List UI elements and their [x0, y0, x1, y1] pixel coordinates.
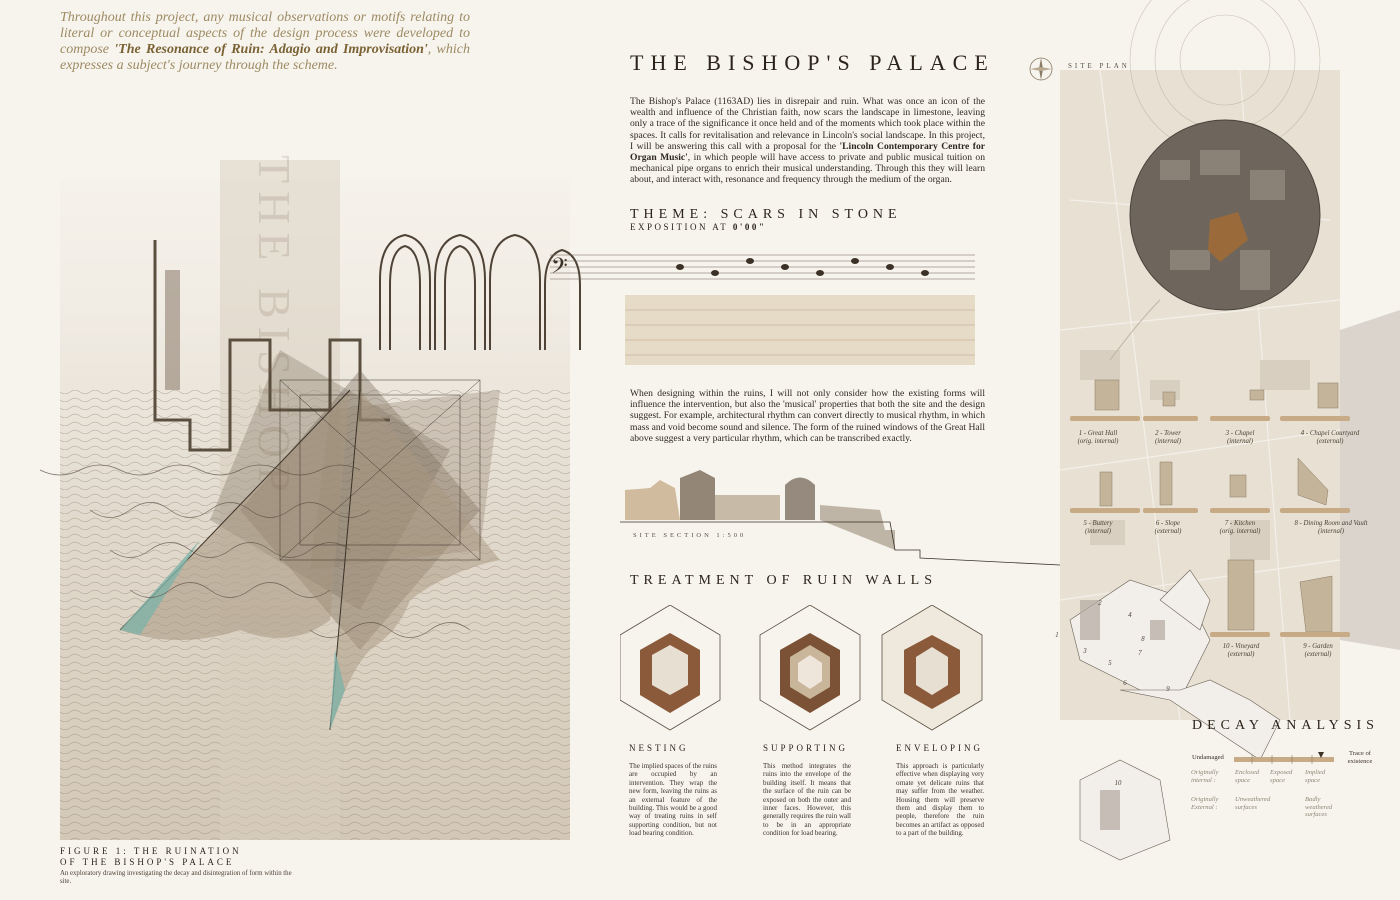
- music-stave: [545, 245, 975, 375]
- space-label-4: [1280, 430, 1380, 445]
- figure-1-title-line2: OF THE BISHOP'S PALACE: [60, 857, 235, 867]
- space-1-sub: (orig. internal): [1077, 437, 1119, 445]
- figure-1-caption: An exploratory drawing investigating the decay and disintegration of form within the site.: [60, 870, 292, 885]
- enveloping-diagram: [882, 605, 982, 730]
- space-3-name: 3 - Chapel: [1225, 430, 1255, 437]
- space-4-sub: (external): [1316, 437, 1344, 445]
- watermark-text: THE BISHOP: [249, 155, 300, 500]
- treatment-title: TREATMENT OF RUIN WALLS: [630, 573, 937, 588]
- ruin-number-4: 4: [1128, 612, 1132, 619]
- intro-part1: Throughout this project, any musical observations or motifs relating to literal or conceptual aspects of the design process were developed to compose: [60, 10, 470, 57]
- site-plan-title: SITE PLAN: [1068, 62, 1130, 70]
- intro-text: [60, 10, 470, 74]
- ruin-number-5: 5: [1108, 660, 1112, 667]
- space-label-6: [1128, 520, 1208, 535]
- exposition-text: EXPOSITION AT: [630, 222, 729, 232]
- paragraph1-after: , in which people will have access to private and public musical tuition on mechanical pipe organs to enrich their musical understanding. Through this they will learn about, and interact with, resonance and frequency through the medium of the organ.: [630, 152, 985, 186]
- method-supporting-title: SUPPORTING: [763, 743, 848, 753]
- decay-title: DECAY ANALYSIS: [1192, 718, 1379, 733]
- space-6-name: 6 - Slope: [1155, 520, 1181, 527]
- exposition-label: [630, 222, 766, 232]
- space-4-name: 4 - Chapel Courtyard: [1300, 430, 1360, 437]
- intro-part2: , which expresses a subject's journey through the scheme.: [60, 42, 470, 73]
- treatment-diagrams: [620, 605, 1000, 740]
- space-10-sub: (external): [1227, 650, 1255, 658]
- ruin-number-8: 8: [1141, 636, 1145, 643]
- ruin-number-9: 9: [1166, 686, 1170, 693]
- centre-name: 'Lincoln Contemporary Centre for Organ Music': [630, 140, 985, 164]
- space-2-name: 2 - Tower: [1155, 430, 1181, 437]
- theme-title: THEME: SCARS IN STONE: [630, 207, 902, 222]
- space-label-7: [1200, 520, 1280, 535]
- design-paragraph: When designing within the ruins, I will not only consider how the existing forms will influence the intervention, but also the 'musical' properties that both the site and the design suggest. For example, architectural rhythm can convert directly to musical rhythm, in which mass and void become sound and silence. The form of the ruined windows of the Great Hall above suggest a very particular rhythm, which can be transcribed exactly.: [630, 388, 985, 444]
- space-1-name: 1 - Great Hall: [1078, 430, 1118, 437]
- space-7-name: 7 - Kitchen: [1224, 520, 1256, 527]
- space-8-sub: (internal): [1317, 527, 1345, 535]
- space-7-sub: (orig. internal): [1219, 527, 1261, 535]
- exposition-time: 0'00": [732, 222, 767, 232]
- space-label-2: [1128, 430, 1208, 445]
- ruin-number-7: 7: [1138, 650, 1142, 657]
- paragraph1-before: The Bishop's Palace (1163AD) lies in disrepair and ruin. What was once an icon of the wealth and influence of the Christian faith, now scars the landscape in limestone, leaving only a trace of the significance it once held and of the moments which took place within the spaces. It calls for revitalisation and relevance in Lincoln's social landscape. In this project, I will be answering this call with a proposal for the: [630, 96, 985, 152]
- space-9-sub: (external): [1304, 650, 1332, 658]
- intro-paragraph: [630, 96, 985, 186]
- legend-orig-external: Originally External :: [1191, 796, 1219, 811]
- legend-weathered: Badly weathered surfaces: [1305, 796, 1333, 819]
- legend-enclosed: Enclosed space: [1235, 769, 1260, 784]
- ruin-number-2: 2: [1098, 600, 1102, 607]
- space-label-5: [1058, 520, 1138, 535]
- ruin-number-3: 3: [1083, 648, 1087, 655]
- figure-1-title-line1: FIGURE 1: THE RUINATION: [60, 846, 242, 856]
- space-5-sub: (internal): [1084, 527, 1112, 535]
- space-5-name: 5 - Buttery: [1083, 520, 1113, 527]
- space-9-name: 9 - Garden: [1303, 643, 1333, 650]
- decay-undamaged: Undamaged: [1192, 754, 1224, 761]
- space-6-sub: (external): [1154, 527, 1182, 535]
- ruination-drawing: [30, 90, 630, 850]
- space-3-sub: (internal): [1226, 437, 1254, 445]
- legend-unweathered: Unweathered surfaces: [1235, 796, 1271, 811]
- decay-trace: Trace of existence: [1347, 750, 1373, 765]
- space-label-8: [1276, 520, 1386, 535]
- method-supporting-text: This method integrates the ruins into the envelope of the building itself. It means that the surface of the ruin can be exposed on both the outer and inner faces. However, this generally requires the ruin wall to be in an appropriate condition for load bearing.: [763, 762, 851, 838]
- legend-orig-internal: Originally internal :: [1191, 769, 1219, 784]
- ruin-number-6: 6: [1123, 680, 1127, 687]
- method-nesting-text: The implied spaces of the ruins are occupied by an intervention. They wrap the new form, leaving the ruins as an external feature of the building. This would be a good way of treating ruins in self supporting condition, but not load bearing condition.: [629, 762, 717, 838]
- space-label-9: [1278, 643, 1358, 658]
- space-label-3: [1200, 430, 1280, 445]
- legend-implied: Implied space: [1305, 769, 1326, 784]
- legend-exposed: Exposed space: [1270, 769, 1293, 784]
- decay-scale-bar: [1232, 752, 1338, 766]
- composition-title: 'The Resonance of Ruin: Adagio and Improvisation': [114, 42, 428, 57]
- page-title: THE BISHOP'S PALACE: [630, 50, 995, 75]
- compass-icon: [1028, 56, 1054, 82]
- space-2-sub: (internal): [1154, 437, 1182, 445]
- method-enveloping-text: This approach is particularly effective when displaying very ornate yet delicate ruins that may suffer from the weather. Housing them will preserve them and display them to people, therefore the ruin becomes an artifact as opposed to a part of the building.: [896, 762, 984, 838]
- ruin-number-1: 1: [1055, 632, 1059, 639]
- space-8-name: 8 - Dining Room and Vault: [1294, 520, 1368, 527]
- figure-1-title: [60, 846, 242, 868]
- bass-clef-icon: 𝄢: [551, 254, 568, 284]
- space-label-10: [1201, 643, 1281, 658]
- site-section-drawing: [620, 470, 1060, 580]
- supporting-diagram: [760, 605, 860, 730]
- method-nesting-title: NESTING: [629, 743, 689, 753]
- space-label-1: [1058, 430, 1138, 445]
- nesting-diagram: [620, 605, 720, 730]
- space-10-name: 10 - Vineyard: [1222, 643, 1260, 650]
- ruin-number-10: 10: [1114, 780, 1122, 787]
- site-section-label: SITE SECTION 1:500: [633, 532, 747, 539]
- method-enveloping-title: ENVELOPING: [896, 743, 983, 753]
